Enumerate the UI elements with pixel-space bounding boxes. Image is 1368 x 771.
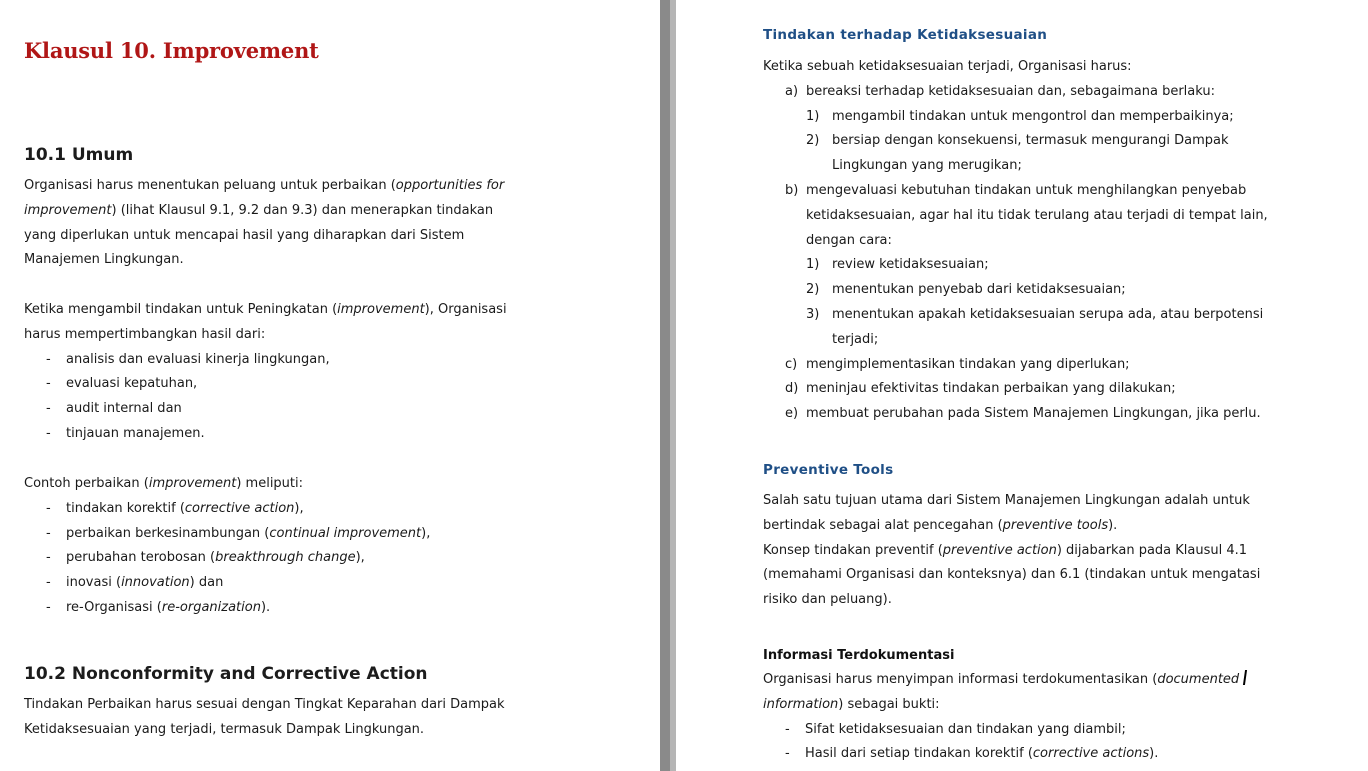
text-line: Ketidaksesuaian yang terjadi, termasuk Dampak Lingkungan. xyxy=(24,721,425,737)
text-line: Konsep tindakan preventif (preventive action) dijabarkan pada Klausul 4.1 xyxy=(763,542,1248,558)
page-title: Klausul 10. Improvement xyxy=(24,38,319,63)
list-item: 2) bersiap dengan konsekuensi, termasuk mengurangi Dampak xyxy=(763,129,1268,154)
list-item: - Sifat ketidaksesuaian dan tindakan yang diambil; xyxy=(763,718,1246,743)
list-item: - Hasil dari setiap tindakan korektif (corrective actions). xyxy=(763,742,1246,767)
list-marker: 1) xyxy=(806,108,820,124)
bullet-dash: - xyxy=(46,401,51,417)
left-page xyxy=(0,0,660,771)
text-line: harus mempertimbangkan hasil dari: xyxy=(24,326,266,342)
bullet-dash: - xyxy=(46,575,51,591)
list-item: 2) menentukan penyebab dari ketidaksesuaian; xyxy=(763,278,1268,303)
bullet-dash: - xyxy=(46,599,51,615)
page-gutter xyxy=(660,0,676,771)
list-item: - analisis dan evaluasi kinerja lingkungan, xyxy=(24,348,507,373)
documented-info-heading: Informasi Terdokumentasi xyxy=(763,648,955,663)
text-line: Manajemen Lingkungan. xyxy=(24,252,184,268)
improvement-examples-paragraph xyxy=(24,472,430,621)
section-10-2-heading: 10.2 Nonconformity and Corrective Action xyxy=(24,664,428,684)
list-item: - audit internal dan xyxy=(24,397,507,422)
section-10-1-paragraph xyxy=(24,174,504,273)
nonconformity-action-list xyxy=(763,55,1268,427)
list-item: - re-Organisasi (re-organization). xyxy=(24,596,430,621)
list-item: b) mengevaluasi kebutuhan tindakan untuk menghilangkan penyebab xyxy=(763,179,1268,204)
bullet-dash: - xyxy=(46,550,51,566)
documented-info-paragraph xyxy=(763,668,1246,767)
nonconformity-action-heading: Tindakan terhadap Ketidaksesuaian xyxy=(763,27,1048,43)
bullet-dash: - xyxy=(46,376,51,392)
list-marker: b) xyxy=(785,182,799,198)
list-item: 3) menentukan apakah ketidaksesuaian serupa ada, atau berpotensi xyxy=(763,303,1268,328)
section-10-1-heading: 10.1 Umum xyxy=(24,145,134,165)
text-line: Lingkungan yang merugikan; xyxy=(832,158,1022,174)
text-line: bertindak sebagai alat pencegahan (preventive tools). xyxy=(763,517,1118,533)
text-line: Contoh perbaikan (improvement) meliputi: xyxy=(24,476,304,491)
list-item: c) mengimplementasikan tindakan yang diperlukan; xyxy=(763,353,1268,378)
preventive-tools-paragraph xyxy=(763,489,1260,613)
list-item: - tindakan korektif (corrective action), xyxy=(24,497,430,522)
list-item: - tinjauan manajemen. xyxy=(24,422,507,447)
text-line: Ketika sebuah ketidaksesuaian terjadi, Organisasi harus: xyxy=(763,59,1132,74)
text-line: Salah satu tujuan utama dari Sistem Manajemen Lingkungan adalah untuk xyxy=(763,493,1250,508)
list-marker: d) xyxy=(785,381,799,397)
list-marker: 1) xyxy=(806,257,820,273)
text-line: dengan cara: xyxy=(806,232,892,248)
list-item: 1) review ketidaksesuaian; xyxy=(763,253,1268,278)
list-marker: 2) xyxy=(806,133,820,149)
list-marker: 2) xyxy=(806,282,820,298)
list-item: a) bereaksi terhadap ketidaksesuaian dan, sebagaimana berlaku: xyxy=(763,80,1268,105)
list-item: e) membuat perubahan pada Sistem Manajemen Lingkungan, jika perlu. xyxy=(763,402,1268,427)
bullet-dash: - xyxy=(46,351,51,367)
list-item: d) meninjau efektivitas tindakan perbaikan yang dilakukan; xyxy=(763,377,1268,402)
preventive-tools-heading: Preventive Tools xyxy=(763,462,894,478)
list-item: - evaluasi kepatuhan, xyxy=(24,372,507,397)
text-cursor xyxy=(1243,670,1247,685)
list-item: - perbaikan berkesinambungan (continual improvement), xyxy=(24,522,430,547)
text-line: Organisasi harus menentukan peluang untuk perbaikan (opportunities for xyxy=(24,178,505,193)
section-10-2-paragraph xyxy=(24,693,505,743)
bullet-dash: - xyxy=(46,525,51,541)
text-line: (memahami Organisasi dan konteksnya) dan 6.1 (tindakan untuk mengatasi xyxy=(763,567,1261,583)
text-line: information) sebagai bukti: xyxy=(763,696,940,712)
right-page xyxy=(676,0,1368,771)
bullet-dash: - xyxy=(785,721,790,737)
bullet-dash: - xyxy=(46,425,51,441)
text-line: yang diperlukan untuk mencapai hasil yang diharapkan dari Sistem xyxy=(24,227,465,243)
list-marker: c) xyxy=(785,356,798,372)
text-line: improvement) (lihat Klausul 9.1, 9.2 dan 9.3) dan menerapkan tindakan xyxy=(24,202,494,218)
text-line: Tindakan Perbaikan harus sesuai dengan Tingkat Keparahan dari Dampak xyxy=(24,697,505,712)
text-line: risiko dan peluang). xyxy=(763,592,892,608)
list-marker: 3) xyxy=(806,306,820,322)
list-marker: a) xyxy=(785,83,799,99)
text-line: terjadi; xyxy=(832,331,879,347)
list-item: - perubahan terobosan (breakthrough change), xyxy=(24,546,430,571)
improvement-considerations-paragraph xyxy=(24,298,507,447)
text-line: Ketika mengambil tindakan untuk Peningkatan (improvement), Organisasi xyxy=(24,302,507,317)
list-item: 1) mengambil tindakan untuk mengontrol dan memperbaikinya; xyxy=(763,105,1268,130)
list-marker: e) xyxy=(785,406,799,422)
bullet-dash: - xyxy=(46,500,51,516)
bullet-dash: - xyxy=(785,746,790,762)
text-line: ketidaksesuaian, agar hal itu tidak terulang atau terjadi di tempat lain, xyxy=(806,207,1268,223)
text-line: Organisasi harus menyimpan informasi terdokumentasikan (documented xyxy=(763,668,1246,693)
list-item: - inovasi (innovation) dan xyxy=(24,571,430,596)
